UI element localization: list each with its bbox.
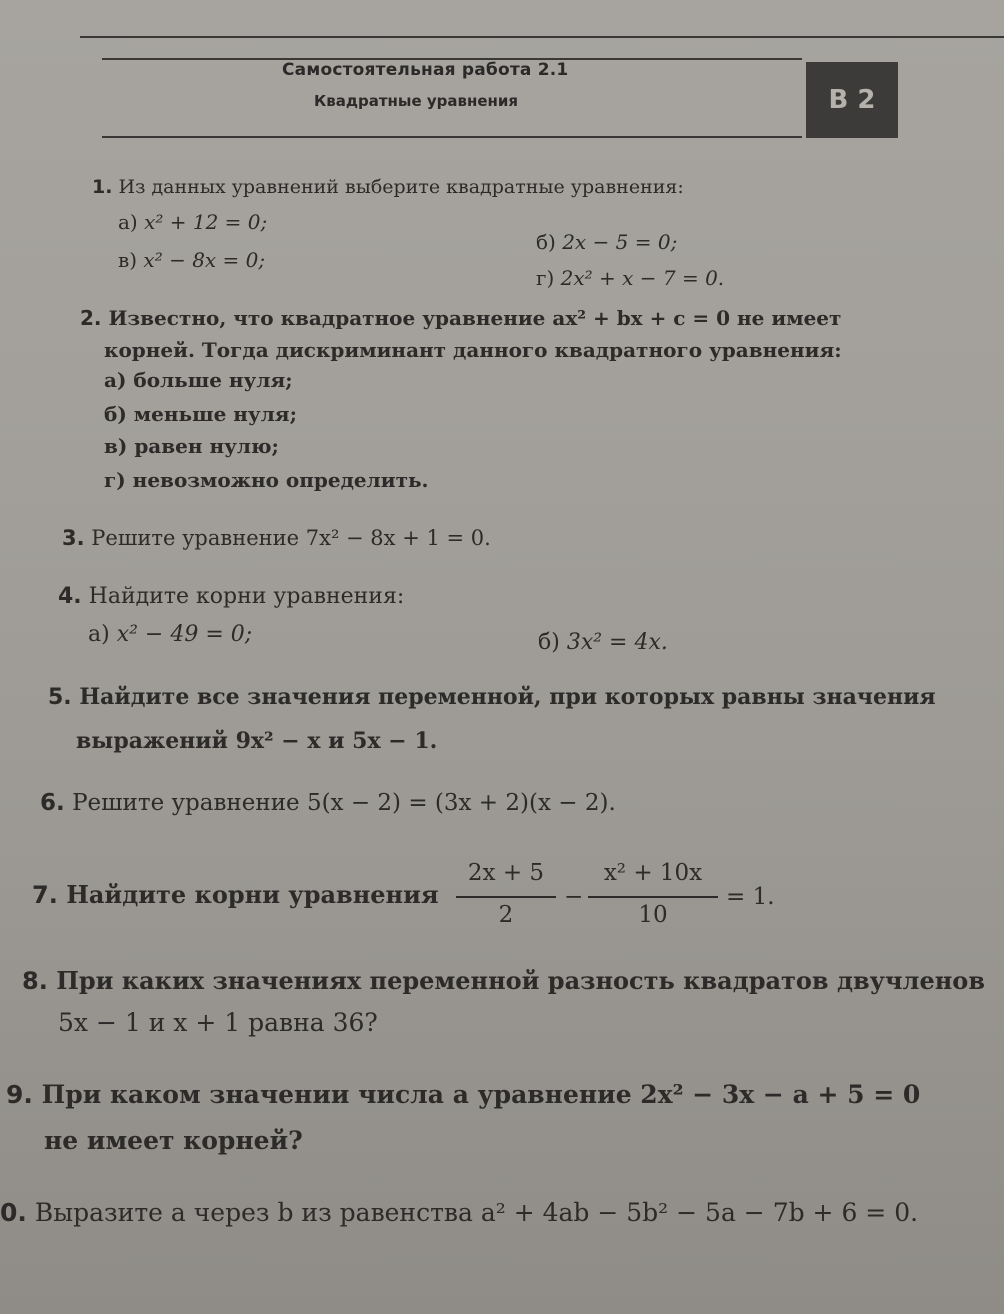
equation-rhs: = 1. bbox=[726, 884, 775, 910]
variant-badge: В 2 bbox=[806, 62, 898, 138]
problem-5 bbox=[48, 684, 936, 710]
problem-number: 6. bbox=[40, 790, 65, 816]
option-label: в) bbox=[118, 248, 138, 272]
problem-8 bbox=[22, 966, 985, 995]
problem-text: Найдите корни уравнения: bbox=[88, 584, 405, 609]
option-b bbox=[538, 630, 668, 655]
fraction-numerator: 2x + 5 bbox=[467, 860, 545, 886]
option-equation: 2x² + x − 7 = 0. bbox=[560, 266, 725, 290]
worksheet-subtitle: Квадратные уравнения bbox=[314, 92, 519, 110]
problem-text: Решите уравнение 7x² − 8x + 1 = 0. bbox=[91, 526, 491, 550]
fraction-numerator: x² + 10x bbox=[603, 860, 703, 886]
problem-number: 4. bbox=[58, 584, 82, 609]
option-label: б) bbox=[536, 230, 556, 254]
fraction-bar bbox=[456, 896, 556, 898]
option-equation: x² − 8x = 0; bbox=[143, 248, 266, 272]
problem-number: 5. bbox=[48, 685, 72, 710]
problem-6 bbox=[40, 790, 616, 816]
option-equation: x² − 49 = 0; bbox=[116, 622, 253, 647]
option-b bbox=[536, 230, 677, 254]
problem-text: Найдите корни уравнения bbox=[66, 880, 439, 909]
answer-option-g: г) невозможно определить. bbox=[104, 468, 429, 492]
problem-number: 8. bbox=[22, 967, 48, 995]
problem-1 bbox=[92, 176, 684, 198]
option-a bbox=[88, 622, 252, 647]
problem-number: 7. bbox=[32, 881, 58, 909]
fraction-denominator: 10 bbox=[638, 902, 668, 928]
problem-number: 3. bbox=[62, 526, 85, 550]
option-label: а) bbox=[118, 210, 138, 234]
problem-10 bbox=[0, 1198, 918, 1227]
problem-number: 0. bbox=[0, 1198, 27, 1227]
problem-2-line-2: корней. Тогда дискриминант данного квадратного уравнения: bbox=[104, 338, 842, 362]
option-equation: 3x² = 4x. bbox=[566, 630, 668, 655]
fraction-1 bbox=[456, 860, 556, 940]
option-g bbox=[536, 266, 724, 290]
problem-text-line-1: Известно, что квадратное уравнение ax² + bx + c = 0 не имеет bbox=[108, 306, 842, 330]
problem-8-line-2: 5x − 1 и x + 1 равна 36? bbox=[58, 1008, 378, 1037]
option-label: г) bbox=[536, 266, 555, 290]
problem-text-line-1: При каких значениях переменной разность квадратов двучленов bbox=[56, 966, 985, 995]
fraction-denominator: 2 bbox=[498, 902, 514, 928]
option-label: б) bbox=[538, 630, 560, 655]
minus-sign: − bbox=[564, 884, 584, 910]
problem-5-line-2: выражений 9x² − x и 5x − 1. bbox=[76, 728, 438, 754]
option-label: а) bbox=[88, 622, 110, 647]
problem-2 bbox=[80, 306, 841, 330]
worksheet-title: Самостоятельная работа 2.1 bbox=[282, 60, 569, 80]
option-equation: x² + 12 = 0; bbox=[144, 210, 268, 234]
problem-text-line-1: Найдите все значения переменной, при которых равны значения bbox=[79, 684, 936, 710]
fraction-bar bbox=[588, 896, 718, 898]
problem-text: Выразите a через b из равенства a² + 4ab − 5b² − 5a − 7b + 6 = 0. bbox=[34, 1198, 919, 1227]
problem-9 bbox=[6, 1080, 920, 1109]
problem-4 bbox=[58, 584, 404, 609]
option-v bbox=[118, 248, 265, 272]
problem-text: Решите уравнение 5(x − 2) = (3x + 2)(x − 2). bbox=[72, 790, 616, 816]
option-a bbox=[118, 210, 267, 234]
problem-3 bbox=[62, 526, 491, 550]
option-equation: 2x − 5 = 0; bbox=[562, 230, 678, 254]
problem-text: Из данных уравнений выберите квадратные уравнения: bbox=[118, 176, 684, 198]
fraction-2 bbox=[588, 860, 718, 940]
problem-number: 2. bbox=[80, 306, 102, 330]
problem-number: 1. bbox=[92, 176, 113, 198]
answer-option-a: а) больше нуля; bbox=[104, 368, 293, 392]
problem-9-line-2: не имеет корней? bbox=[44, 1126, 303, 1155]
problem-number: 9. bbox=[6, 1080, 33, 1109]
answer-option-v: в) равен нулю; bbox=[104, 434, 279, 458]
problem-7 bbox=[32, 880, 439, 909]
top-rule bbox=[80, 36, 1004, 38]
problem-text-line-1: При каком значении числа a уравнение 2x² − 3x − a + 5 = 0 bbox=[41, 1080, 921, 1109]
answer-option-b: б) меньше нуля; bbox=[104, 402, 297, 426]
